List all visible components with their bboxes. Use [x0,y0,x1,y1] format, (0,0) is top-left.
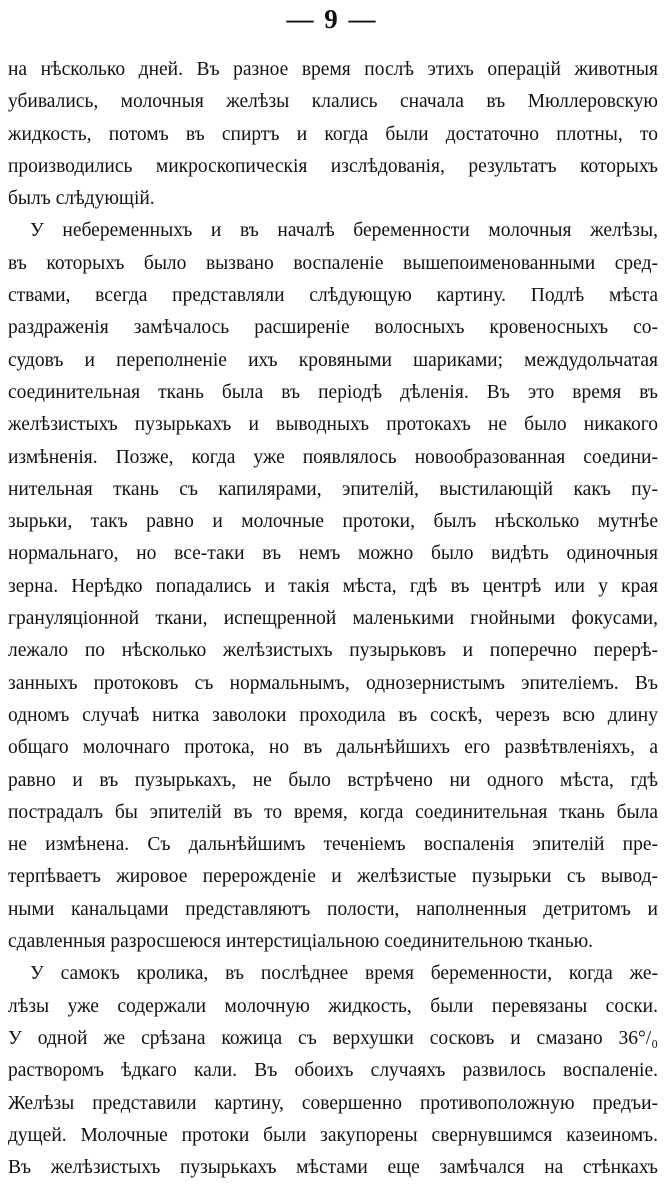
text-line: общаго молочнаго протока, но въ дальнѣйшихъ его развѣтвленіяхъ, а [8,737,658,759]
text-line: раздраженія замѣчалось расширеніе волосныхъ кровеносныхъ со- [8,317,658,339]
text-line: терпѣваетъ жировое перерожденіе и желѣзистые пузырьки съ вывод- [8,866,658,888]
text-line: соединительная ткань была въ періодѣ дѣленія. Въ это время въ [8,381,658,403]
text-line: въ которыхъ было вызвано воспаленіе вышепоименованными сред- [8,252,658,274]
text-line: ствами, всегда представляли слѣдующую картину. Подлѣ мѣста [8,285,658,307]
text-line: сдавленныя разросшеюся интерстиціальною соединительною тканью. [8,931,594,953]
text-line: У небеременныхъ и въ началѣ беременности молочныя желѣзы, [30,220,658,242]
text-line: У одной же срѣзана кожица съ верхушки сосковъ и смазано 36°/₀ [8,1027,658,1049]
text-line: не измѣнена. Съ дальнѣйшимъ теченіемъ воспаленія эпителій пре- [8,834,658,856]
paragraph [8,54,658,215]
text-line: нительная ткань съ капилярами, эпителій, выстилающій какъ пу- [8,478,658,500]
page-body [8,54,658,1184]
text-line: равно и въ пузырькахъ, не было встрѣчено ни одного мѣста, гдѣ [8,769,658,791]
text-line: нормальнаго, но все-таки въ немъ можно было видѣть одиночныя [8,543,658,565]
text-line: пострадалъ бы эпителій въ то время, когда соединительная ткань была [8,801,658,823]
text-line: лежало по нѣсколько желѣзистыхъ пузырьковъ и поперечно перерѣ- [8,640,658,662]
text-line: желѣзистыхъ пузырькахъ и выводныхъ протокахъ не было никакого [8,414,658,436]
text-line: У самокъ кролика, въ послѣднее время беременности, когда же- [30,963,658,985]
text-line: производились микроскопическія изслѣдованія, результатъ которыхъ [8,155,658,177]
text-line: дущей. Молочные протоки были закупорены свернувшимся казеиномъ. [8,1124,658,1146]
text-line: зырьки, такъ равно и молочные протоки, былъ нѣсколько мутнѣе [8,511,658,533]
paragraph [8,958,658,1184]
text-line: одномъ случаѣ нитка заволоки проходила въ соскѣ, черезъ всю длину [8,704,658,726]
text-line: судовъ и переполненіе ихъ кровяными шариками; междудольчатая [8,349,658,371]
page-number: — 9 — [286,4,378,34]
text-line: измѣненія. Позже, когда уже появлялось новообразованная соедини- [8,446,658,468]
text-line: былъ слѣдующій. [8,188,155,210]
text-line: на нѣсколько дней. Въ разное время послѣ этихъ операцій животныя [8,59,658,80]
text-line: убивались, молочныя желѣзы клались сначала въ Мюллеровскую [8,91,658,113]
paragraph [8,215,658,958]
text-line: лѣзы уже содержали молочную жидкость, были перевязаны соски. [8,995,658,1017]
text-line: Въ желѣзистыхъ пузырькахъ мѣстами еще замѣчался на стѣнкахъ [8,1157,658,1179]
text-line: занныхъ протоковъ съ нормальнымъ, однозернистымъ эпителіемъ. Въ [8,672,658,694]
text-line: грануляціонной ткани, испещренной маленькими гнойными фокусами, [8,608,658,630]
text-line: жидкость, потомъ въ спиртъ и когда были достаточно плотны, то [8,123,658,145]
text-line: зерна. Нерѣдко попадались и такія мѣста, гдѣ въ центрѣ или у края [8,575,658,597]
text-line: растворомъ ѣдкаго кали. Въ обоихъ случаяхъ развилось воспаленіе. [8,1060,658,1082]
text-line: ными канальцами представляютъ полости, наполненныя детритомъ и [8,898,658,920]
text-line: Желѣзы представили картину, совершенно противоположную предъи- [8,1092,658,1114]
